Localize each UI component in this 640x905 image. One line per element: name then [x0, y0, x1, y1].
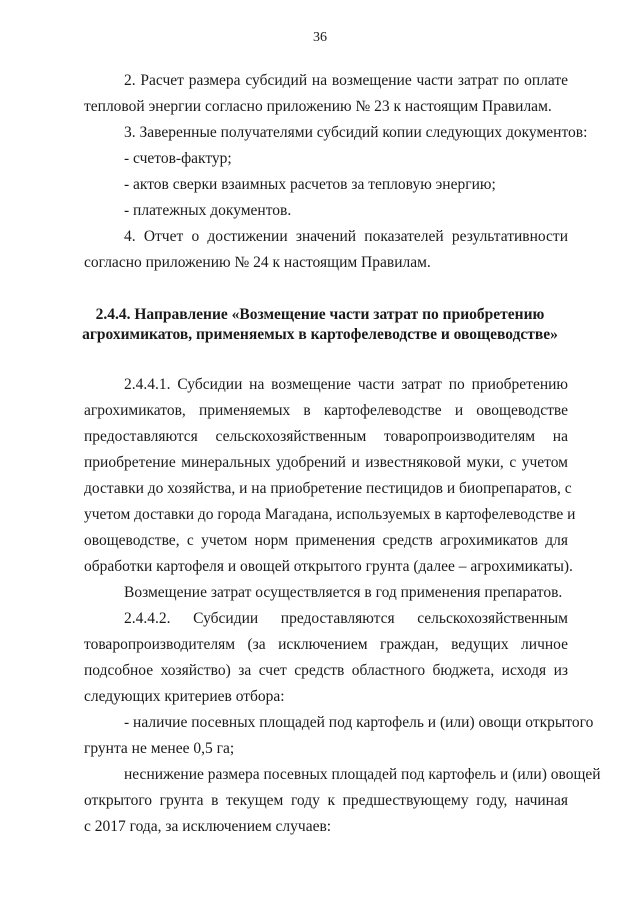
list-item: - актов сверки взаимных расчетов за тепловую энергию; — [124, 176, 496, 193]
text-line: обработки картофеля и овощей открытого грунта (далее – агрохимикаты). — [84, 558, 573, 575]
text-line: согласно приложению № 24 к настоящим Правилам. — [84, 254, 431, 271]
text-line: товаропроизводителям (за исключением граждан, ведущих личное — [84, 636, 568, 653]
page-number: 36 — [313, 30, 327, 45]
text-line: 2.4.4.2. Субсидии предоставляются сельскохозяйственным — [124, 610, 568, 627]
text-line: предоставляются сельскохозяйственным товаропроизводителям на — [84, 428, 568, 445]
text-line: доставки до хозяйства, и на приобретение пестицидов и биопрепаратов, с — [84, 480, 572, 497]
section-heading-line-1: 2.4.4. Направление «Возмещение части затрат по приобретению — [95, 306, 545, 323]
list-item: - наличие посевных площадей под картофель и (или) овощи открытого — [124, 714, 594, 731]
text-line: 2. Расчет размера субсидий на возмещение части затрат по оплате — [124, 72, 568, 89]
text-line: приобретение минеральных удобрений и известняковой муки, с учетом — [84, 454, 568, 471]
text-line: грунта не менее 0,5 га; — [84, 740, 235, 757]
text-line: агрохимикатов, применяемых в картофелеводстве и овощеводстве — [84, 402, 568, 419]
text-line: 4. Отчет о достижении значений показателей результативности — [124, 228, 568, 245]
section-heading-line-2: агрохимикатов, применяемых в картофелеводстве и овощеводстве» — [82, 326, 558, 343]
text-line: Возмещение затрат осуществляется в год применения препаратов. — [124, 584, 563, 601]
text-line: учетом доставки до города Магадана, используемых в картофелеводстве и — [84, 506, 576, 523]
list-item: - платежных документов. — [124, 202, 292, 219]
text-line: неснижение размера посевных площадей под картофель и (или) овощей — [124, 766, 601, 783]
text-line: с 2017 года, за исключением случаев: — [84, 818, 332, 835]
list-item: - счетов-фактур; — [124, 150, 232, 167]
text-line: 3. Заверенные получателями субсидий копии следующих документов: — [124, 124, 588, 141]
text-line: следующих критериев отбора: — [84, 688, 285, 705]
text-line: овощеводстве, с учетом норм применения средств агрохимикатов для — [84, 532, 568, 549]
text-line: подсобное хозяйство) за счет средств областного бюджета, исходя из — [84, 662, 568, 679]
text-line: тепловой энергии согласно приложению № 23 к настоящим Правилам. — [84, 98, 552, 115]
text-line: 2.4.4.1. Субсидии на возмещение части затрат по приобретению — [124, 376, 568, 393]
text-line: открытого грунта в текущем году к предшествующему году, начиная — [84, 792, 568, 809]
